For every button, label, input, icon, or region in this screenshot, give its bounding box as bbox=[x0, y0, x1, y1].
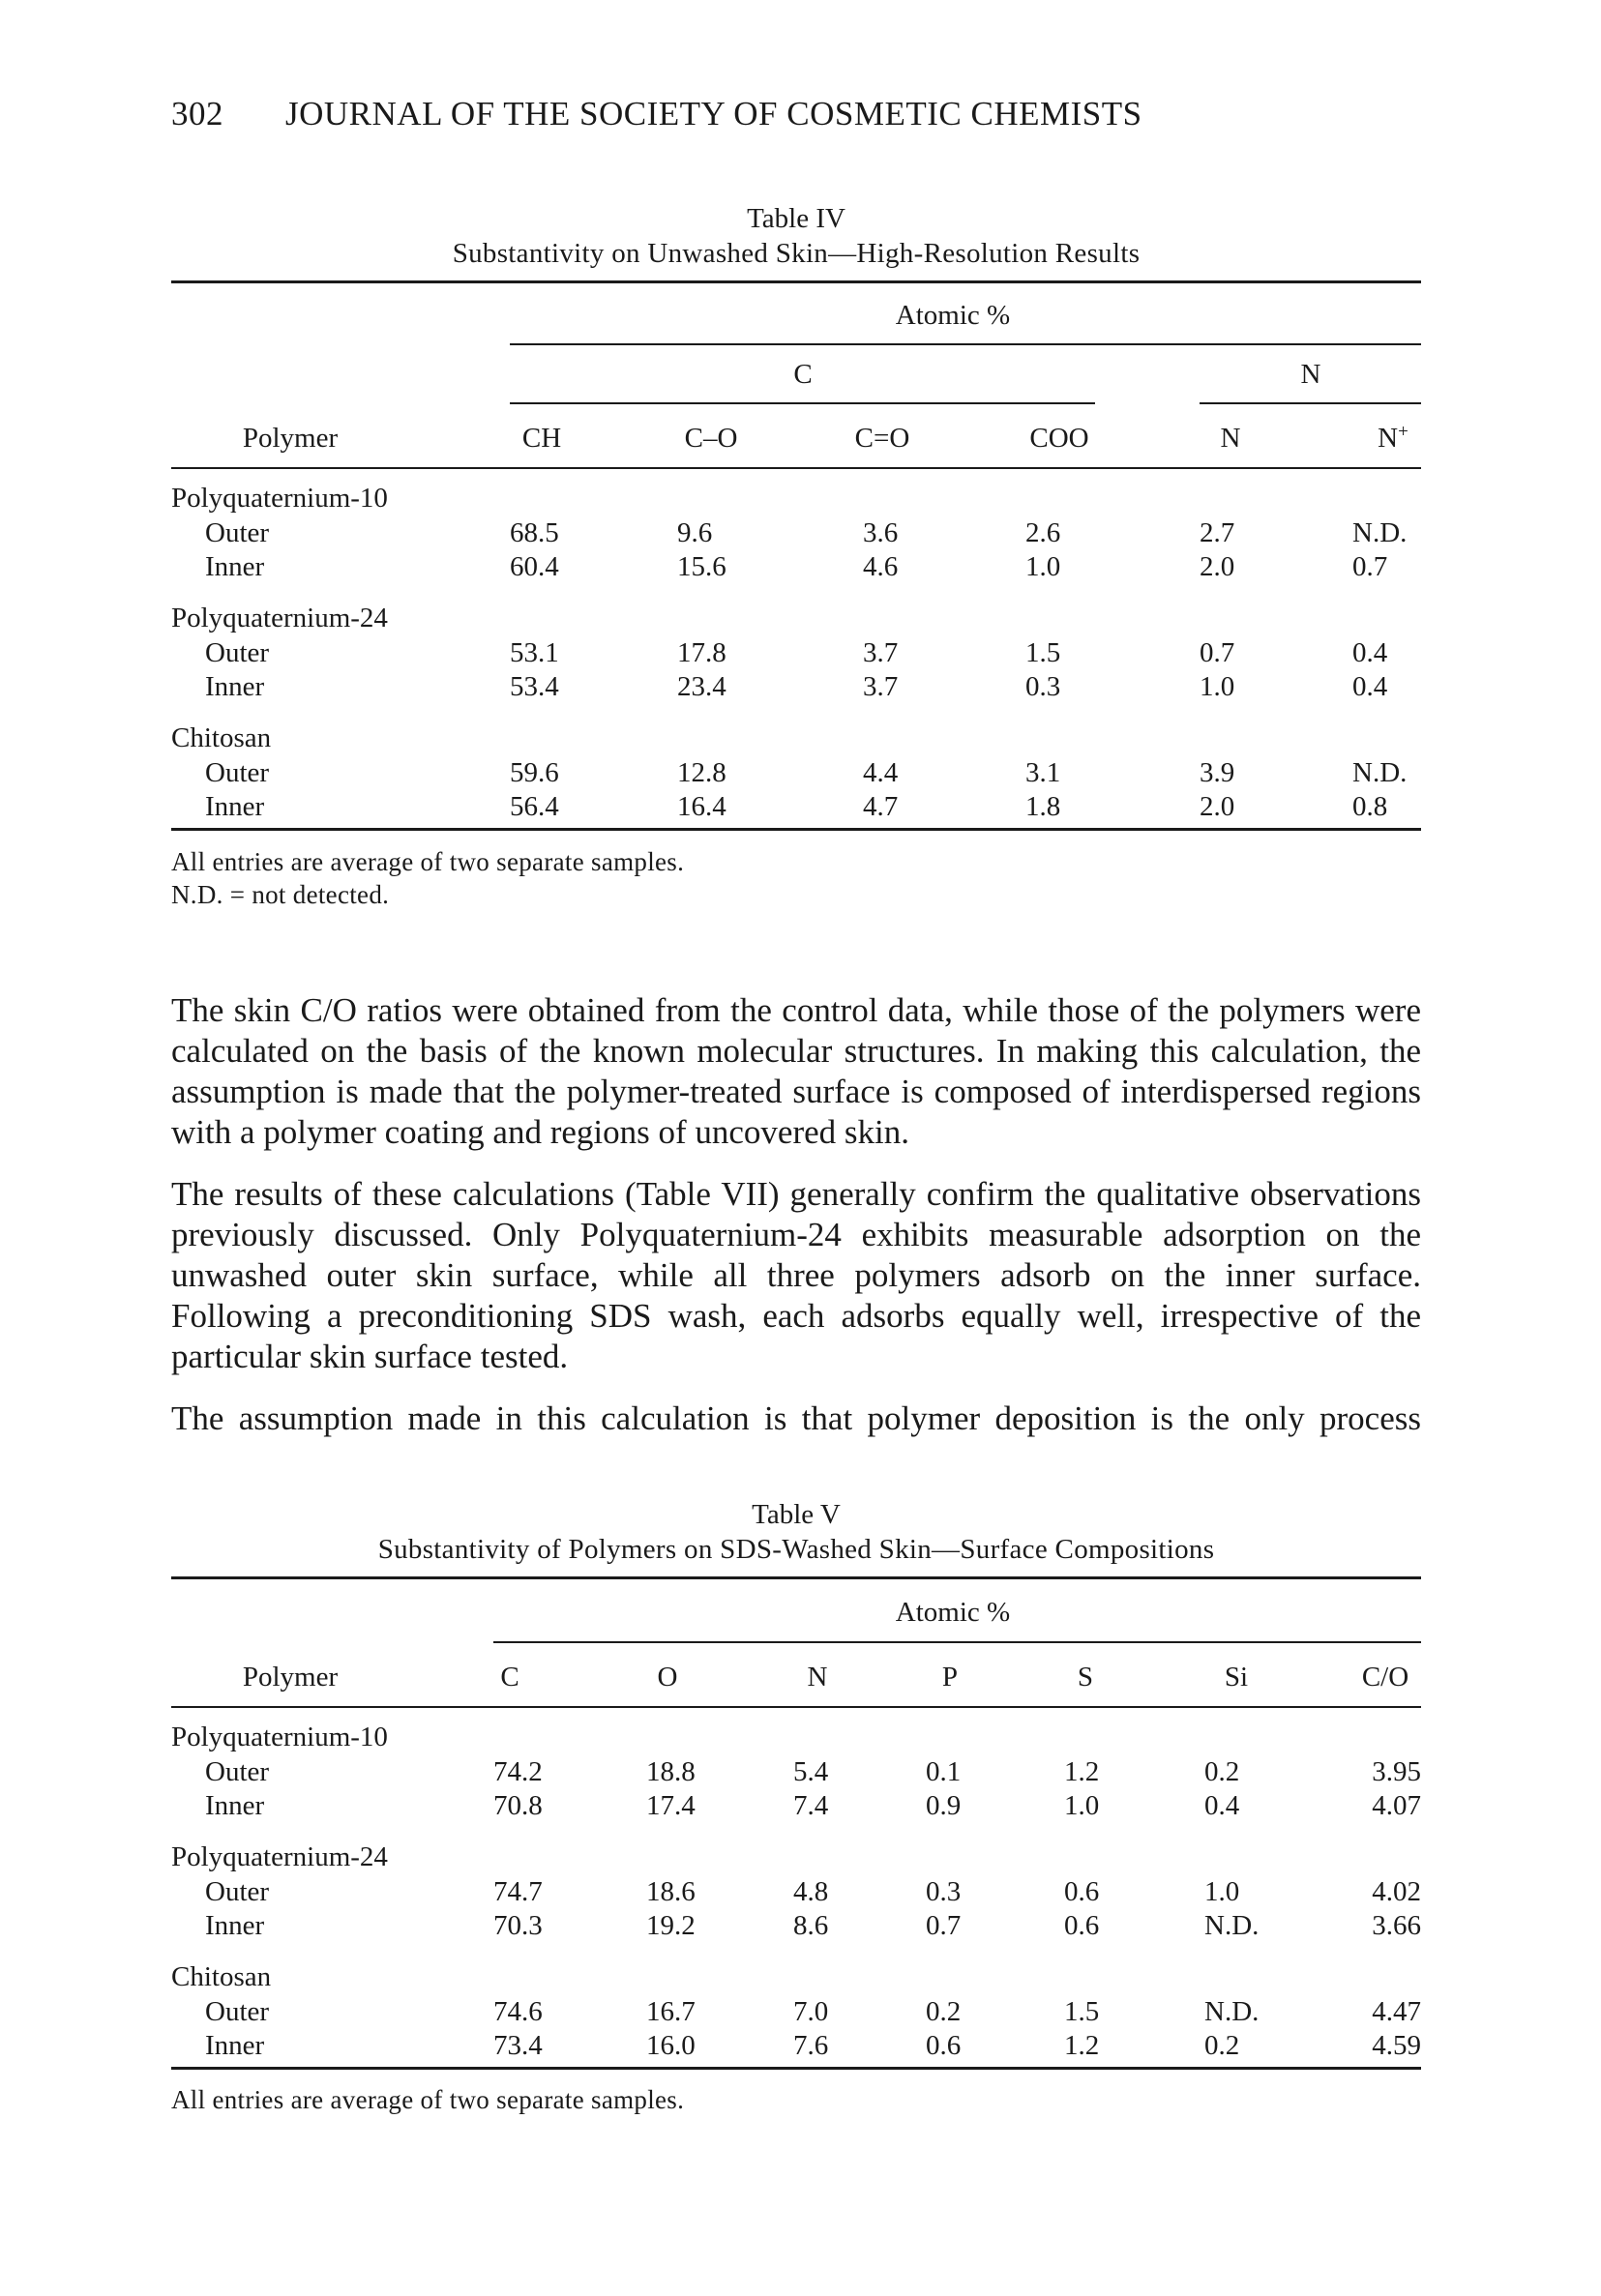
table-cell: 4.47 bbox=[1372, 1996, 1421, 2027]
table-cell: 0.2 bbox=[1204, 2030, 1240, 2061]
table-v-col-polymer: Polymer bbox=[242, 1662, 339, 1693]
table-v-caption bbox=[171, 1497, 1421, 1567]
journal-title: JOURNAL OF THE SOCIETY OF COSMETIC CHEMISTS bbox=[285, 95, 1142, 132]
group-label: Chitosan bbox=[171, 1961, 272, 1992]
table-iv-note-2: N.D. = not detected. bbox=[171, 880, 390, 909]
table-cell: 3.7 bbox=[863, 637, 899, 668]
table-cell: 4.02 bbox=[1372, 1876, 1421, 1907]
table-cell: 8.6 bbox=[793, 1910, 829, 1941]
table-v-col-n: N bbox=[807, 1662, 828, 1693]
table-iv-atomic-header: Atomic % bbox=[895, 300, 1011, 331]
row-label: Outer bbox=[205, 517, 270, 548]
table-cell: 3.7 bbox=[863, 671, 899, 702]
table-cell: 3.95 bbox=[1372, 1756, 1421, 1787]
table-cell: 7.4 bbox=[793, 1790, 829, 1821]
table-cell: 73.4 bbox=[493, 2030, 543, 2061]
row-label: Outer bbox=[205, 1996, 270, 2027]
table-cell: 4.59 bbox=[1372, 2030, 1421, 2061]
table-cell: 0.4 bbox=[1352, 637, 1388, 668]
table-v-col-p: P bbox=[941, 1662, 959, 1693]
table-iv-atomic-rule bbox=[510, 343, 1421, 345]
row-label: Inner bbox=[205, 791, 265, 822]
table-cell: 0.2 bbox=[1204, 1756, 1240, 1787]
table-v-bottom-rule bbox=[171, 2067, 1421, 2070]
row-label: Outer bbox=[205, 757, 270, 788]
table-v-atomic-rule bbox=[493, 1641, 1421, 1643]
table-v-header-rule bbox=[171, 1706, 1421, 1708]
row-label: Inner bbox=[205, 551, 265, 582]
table-cell: 16.4 bbox=[677, 791, 726, 822]
table-cell: 3.9 bbox=[1200, 757, 1235, 788]
table-cell: N.D. bbox=[1204, 1910, 1260, 1941]
table-iv-col-n: N bbox=[1220, 423, 1241, 454]
table-cell: 1.2 bbox=[1064, 1756, 1100, 1787]
table-iv-col-n-plus: N+ bbox=[1378, 422, 1408, 454]
table-cell: 74.2 bbox=[493, 1756, 543, 1787]
body-text bbox=[171, 990, 1421, 1460]
table-iv-caption bbox=[171, 201, 1421, 271]
paragraph-1: The skin C/O ratios were obtained from the control data, while those of the polymers were calculated on the basis of the known molecular structures. In making this calculation, the assumption is made that the polymer-treated surface is composed of interdispersed regions with a polymer coating and regions of uncovered skin. bbox=[171, 991, 1421, 1151]
table-cell: 0.1 bbox=[926, 1756, 962, 1787]
table-cell: 1.8 bbox=[1025, 791, 1061, 822]
table-cell: 1.5 bbox=[1064, 1996, 1100, 2027]
table-cell: 1.2 bbox=[1064, 2030, 1100, 2061]
table-cell: 53.1 bbox=[510, 637, 559, 668]
table-v-col-si: Si bbox=[1224, 1662, 1249, 1693]
table-cell: 15.6 bbox=[677, 551, 726, 582]
table-cell: 0.2 bbox=[926, 1996, 962, 2027]
table-cell: N.D. bbox=[1352, 757, 1408, 788]
table-iv-title: Substantivity on Unwashed Skin—High-Resolution Results bbox=[452, 238, 1141, 269]
table-cell: 4.07 bbox=[1372, 1790, 1421, 1821]
running-header bbox=[171, 95, 1142, 133]
table-cell: 7.0 bbox=[793, 1996, 829, 2027]
table-cell: 0.7 bbox=[1200, 637, 1235, 668]
table-cell: 59.6 bbox=[510, 757, 559, 788]
page-number: 302 bbox=[171, 95, 223, 132]
table-v-label: Table V bbox=[752, 1499, 841, 1530]
table-cell: 53.4 bbox=[510, 671, 559, 702]
table-cell: 0.3 bbox=[1025, 671, 1061, 702]
row-label: Outer bbox=[205, 1756, 270, 1787]
table-cell: 0.4 bbox=[1204, 1790, 1240, 1821]
table-cell: 16.0 bbox=[646, 2030, 696, 2061]
table-iv-n-rule bbox=[1200, 402, 1421, 404]
table-cell: 19.2 bbox=[646, 1910, 696, 1941]
table-cell: 0.3 bbox=[926, 1876, 962, 1907]
table-cell: 0.6 bbox=[1064, 1876, 1100, 1907]
table-cell: 9.6 bbox=[677, 517, 713, 548]
table-cell: 70.3 bbox=[493, 1910, 543, 1941]
table-iv-bottom-rule bbox=[171, 828, 1421, 831]
table-cell: 7.6 bbox=[793, 2030, 829, 2061]
table-cell: 2.6 bbox=[1025, 517, 1061, 548]
row-label: Outer bbox=[205, 637, 270, 668]
table-v-col-c-o-ratio: C/O bbox=[1361, 1662, 1409, 1693]
table-cell: 18.6 bbox=[646, 1876, 696, 1907]
table-cell: 1.0 bbox=[1204, 1876, 1240, 1907]
table-cell: N.D. bbox=[1352, 517, 1408, 548]
table-cell: 0.7 bbox=[1352, 551, 1388, 582]
table-cell: 4.8 bbox=[793, 1876, 829, 1907]
group-label: Polyquaternium-24 bbox=[171, 603, 388, 633]
table-cell: 2.0 bbox=[1200, 551, 1235, 582]
row-label: Inner bbox=[205, 2030, 265, 2061]
table-v-col-s: S bbox=[1077, 1662, 1094, 1693]
table-cell: 68.5 bbox=[510, 517, 559, 548]
table-cell: 0.6 bbox=[926, 2030, 962, 2061]
table-iv-col-polymer: Polymer bbox=[242, 423, 339, 454]
table-iv-col-coo: COO bbox=[1029, 423, 1089, 454]
table-iv-label: Table IV bbox=[747, 203, 845, 234]
table-cell: 0.6 bbox=[1064, 1910, 1100, 1941]
table-cell: 12.8 bbox=[677, 757, 726, 788]
table-iv-top-rule bbox=[171, 280, 1421, 283]
table-cell: 18.8 bbox=[646, 1756, 696, 1787]
table-cell: 1.5 bbox=[1025, 637, 1061, 668]
table-cell: 74.7 bbox=[493, 1876, 543, 1907]
table-cell: 5.4 bbox=[793, 1756, 829, 1787]
table-cell: 74.6 bbox=[493, 1996, 543, 2027]
table-iv-c-subheader: C bbox=[793, 359, 813, 390]
table-cell: 2.7 bbox=[1200, 517, 1235, 548]
table-v-top-rule bbox=[171, 1576, 1421, 1579]
table-v-title: Substantivity of Polymers on SDS-Washed Skin—Surface Compositions bbox=[377, 1534, 1215, 1565]
table-v-note-1: All entries are average of two separate samples. bbox=[171, 2085, 685, 2114]
table-cell: 70.8 bbox=[493, 1790, 543, 1821]
row-label: Outer bbox=[205, 1876, 270, 1907]
table-cell: 2.0 bbox=[1200, 791, 1235, 822]
table-cell: 4.7 bbox=[863, 791, 899, 822]
table-v-col-o: O bbox=[657, 1662, 678, 1693]
table-cell: 0.7 bbox=[926, 1910, 962, 1941]
table-cell: 56.4 bbox=[510, 791, 559, 822]
table-iv-note-1: All entries are average of two separate samples. bbox=[171, 847, 685, 876]
table-cell: 60.4 bbox=[510, 551, 559, 582]
table-cell: 1.0 bbox=[1064, 1790, 1100, 1821]
group-label: Chitosan bbox=[171, 722, 272, 753]
table-iv-col-c-double-o: C=O bbox=[854, 423, 910, 454]
row-label: Inner bbox=[205, 671, 265, 702]
table-v-col-c: C bbox=[500, 1662, 519, 1693]
paragraph-3: The assumption made in this calculation is that polymer deposition is the only process bbox=[171, 1399, 1421, 1437]
group-label: Polyquaternium-10 bbox=[171, 483, 388, 514]
table-iv-header-rule bbox=[171, 467, 1421, 469]
table-cell: 1.0 bbox=[1200, 671, 1235, 702]
table-cell: 0.9 bbox=[926, 1790, 962, 1821]
table-cell: 3.66 bbox=[1372, 1910, 1421, 1941]
table-cell: 3.6 bbox=[863, 517, 899, 548]
table-iv-col-c-o: C–O bbox=[684, 423, 738, 454]
table-cell: 4.4 bbox=[863, 757, 899, 788]
table-cell: 0.4 bbox=[1352, 671, 1388, 702]
table-cell: 23.4 bbox=[677, 671, 726, 702]
row-label: Inner bbox=[205, 1790, 265, 1821]
table-cell: 1.0 bbox=[1025, 551, 1061, 582]
table-cell: 16.7 bbox=[646, 1996, 696, 2027]
table-cell: 3.1 bbox=[1025, 757, 1061, 788]
table-cell: 0.8 bbox=[1352, 791, 1388, 822]
group-label: Polyquaternium-10 bbox=[171, 1722, 388, 1752]
table-cell: 17.8 bbox=[677, 637, 726, 668]
table-iv-col-ch: CH bbox=[521, 423, 562, 454]
table-cell: 4.6 bbox=[863, 551, 899, 582]
table-v-atomic-header: Atomic % bbox=[895, 1597, 1011, 1628]
table-iv-n-subheader: N bbox=[1300, 359, 1321, 390]
table-cell: 17.4 bbox=[646, 1790, 696, 1821]
table-cell: N.D. bbox=[1204, 1996, 1260, 2027]
table-iv-c-rule bbox=[510, 402, 1095, 404]
paragraph-2: The results of these calculations (Table VII) generally confirm the qualitative observations previously discussed. Only Polyquaternium-24 exhibits measurable adsorption on the unwashed outer skin surface, while all three polymers adsorb on the inner surface. Following a preconditioning SDS wash, each adsorbs equally well, irrespective of the particular skin surface tested. bbox=[171, 1175, 1421, 1375]
group-label: Polyquaternium-24 bbox=[171, 1841, 388, 1872]
row-label: Inner bbox=[205, 1910, 265, 1941]
